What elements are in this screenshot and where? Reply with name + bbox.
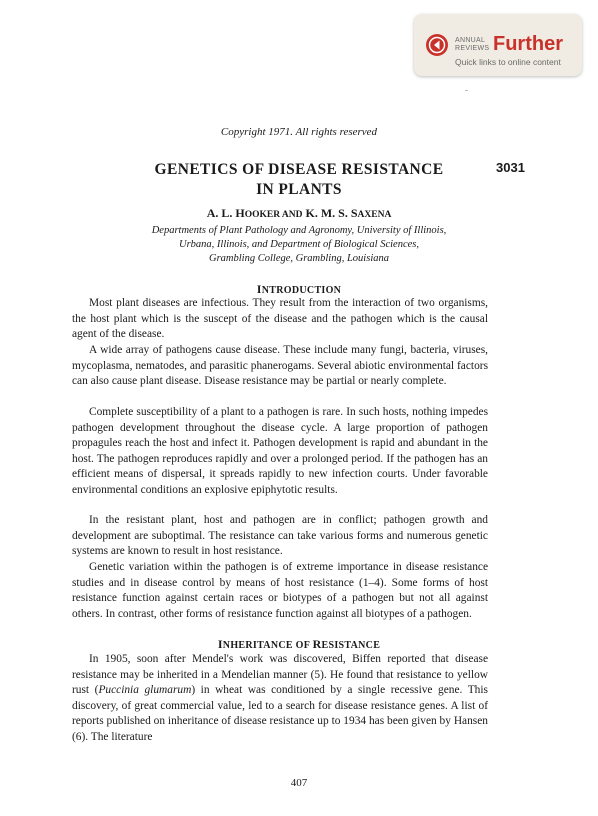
scan-artifact (465, 90, 468, 91)
annual-reviews-label: ANNUAL REVIEWS (455, 37, 490, 52)
article-number: 3031 (496, 160, 525, 175)
species-name: Puccinia glumarum (98, 684, 192, 696)
section-heading-introduction: INTRODUCTION (256, 282, 342, 296)
title-line-2: IN PLANTS (256, 181, 342, 198)
copyright-notice: Copyright 1971. All rights reserved (220, 126, 378, 138)
affiliation: Departments of Plant Pathology and Agronomy, University of Illinois, Urbana, Illinois, and Department of Biological Sciences, Grambling College, Grambling, Louisiana (151, 225, 447, 264)
quick-links-label[interactable]: Quick links to online content (455, 57, 561, 67)
paragraph-2: A wide array of pathogens cause disease. These include many fungi, bacteria, viruses, mycoplasma, nematodes, and parasitic phanerogams. Several abiotic environmental factors can also cause plant disease. Disease resistance may be partial or nearly complete. (72, 344, 488, 387)
paragraph-3: Complete susceptibility of a plant to a pathogen is rare. In such hosts, nothing impedes pathogen development throughout the disease cycle. A large proportion of pathogen propagules reach the host and infect it. Pathogen development is rapid and abundant in the host. The pathogen reproduces rapidly and over a prolonged period. If the pathogen has an efficient means of dispersal, it spreads rapidly to new infection courts. Under favorable environmental conditions an explosive epiphytotic results. (72, 406, 488, 496)
paragraph-6: In 1905, soon after Mendel's work was discovered, Biffen reported that disease resistance may be inherited in a Mendelian manner (5). He found that resistance to yellow rust (Puccinia glumarum) in wheat was conditioned by a single recessive gene. This discovery, of great commercial value, led to a search for disease resistance genes. A list of reports published on inheritance of disease resistance up to 1934 has been given by Hansen (6). The literature (72, 653, 488, 743)
title-line-1: GENETICS OF DISEASE RESISTANCE (154, 161, 444, 178)
paragraph-5: Genetic variation within the pathogen is of extreme importance in disease resistance studies and in disease control by means of host resistance (1–4). Some forms of host resistance function against certain races or biotypes of a pathogen but not all against others. In contrast, other forms of resistance function against all biotypes of a pathogen. (72, 561, 488, 620)
further-label[interactable]: Further (493, 33, 563, 55)
page-number: 407 (290, 777, 308, 789)
annual-reviews-logo-icon (425, 33, 449, 57)
paragraph-4: In the resistant plant, host and pathogen are in conflict; pathogen growth and development are suboptimal. The resistance can take various forms and numerous genetic systems are known to result in host resistance. (72, 514, 488, 557)
authors: A. L. HOOKER AND K. M. S. SAXENA (206, 206, 392, 220)
section-heading-inheritance: INHERITANCE OF RESISTANCE (217, 637, 381, 651)
paragraph-1: Most plant diseases are infectious. They result from the interaction of two organisms, the host plant which is the suscept of the disease and the pathogen which is the causal agent of the disease. (72, 297, 488, 340)
further-banner[interactable] (414, 14, 582, 76)
